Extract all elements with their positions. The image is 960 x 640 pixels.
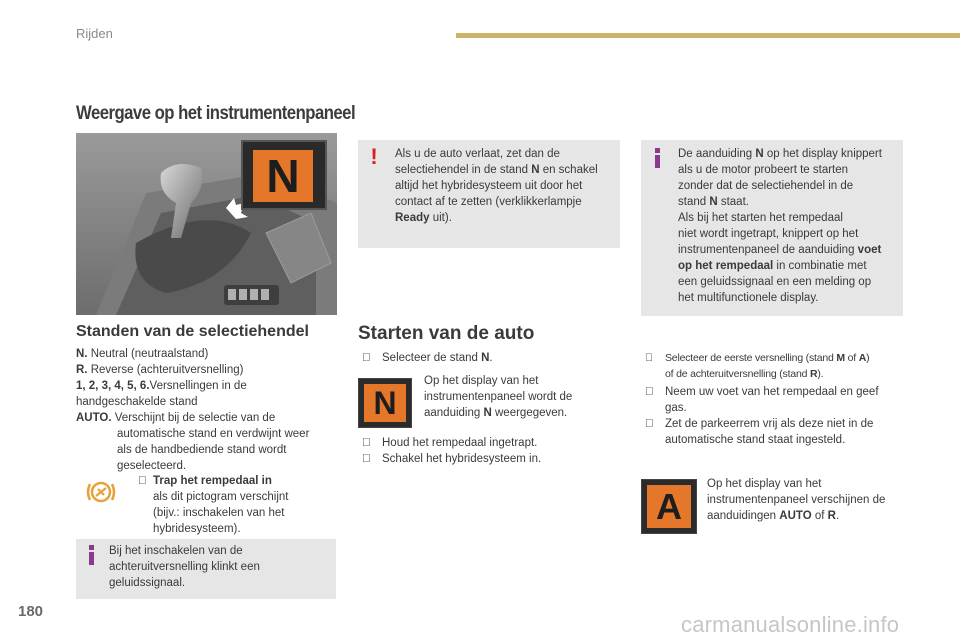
bullet — [362, 451, 371, 467]
page-number: 180 — [18, 603, 44, 620]
start-step-3: Schakel het hybridesysteem in. — [382, 453, 542, 465]
selector-item: handgeschakelde stand — [76, 396, 198, 408]
selector-auto-desc: automatische stand en verdwijnt weer als de handbediende stand wordt geselecteerd. — [117, 428, 310, 472]
selector-item: R. Reverse (achteruitversnelling) — [76, 364, 244, 376]
start-step-2: Houd het rempedaal ingetrapt. — [382, 437, 538, 449]
warning-text: Als u de auto verlaat, zet dan de selectiehendel in de stand N en schakel altijd het hybridesysteem uit door het contact af te zetten (verklikkerlampje Ready uit). — [395, 148, 598, 224]
display-a-text: Op het display van het instrumentenpaneel verschijnen de aanduidingen AUTO of R. — [707, 478, 886, 522]
n-display-small — [358, 378, 412, 428]
section-label: Rijden — [76, 26, 113, 41]
bullet — [362, 435, 371, 451]
selector-item: AUTO. Verschijnt bij de selectie van de — [76, 412, 276, 424]
info-box-reverse — [76, 539, 336, 599]
brake-note: Trap het rempedaal in als dit pictogram verschijnt (bijv.: inschakelen van het hybridesysteem). — [153, 475, 289, 535]
info-reverse-text: Bij het inschakelen van de achteruitversnelling klinkt een geluidssignaal. — [109, 545, 260, 589]
a-display-lamp: A — [647, 485, 691, 528]
page-title: Weergave op het instrumentenpaneel — [76, 103, 356, 124]
selector-list — [76, 346, 336, 474]
bullet — [645, 416, 654, 432]
bullet — [645, 384, 654, 400]
right-step-3: Zet de parkeerrem vrij als deze niet in de automatische stand staat ingesteld. — [665, 418, 874, 446]
bullet — [645, 350, 653, 366]
a-display — [641, 479, 697, 534]
brake-pedal-icon — [86, 478, 116, 511]
info-n-text: De aanduiding N op het display knippert als u de motor probeert te starten zonder dat de selectiehendel in de stand N staat. Als bij het starten het rempedaal niet wordt ingetrapt, knippert op het instrumentenpaneel de aanduiding voet op het rempedaal in combinatie met een geluidssignaal en een melding op het multifunctionele display. — [678, 148, 882, 304]
info-icon — [86, 545, 96, 565]
right-step-2: Neem uw voet van het rempedaal en geef gas. — [665, 386, 879, 414]
start-step-1: Selecteer de stand N. — [382, 352, 493, 364]
n-display-lamp: N — [364, 384, 406, 422]
selector-heading: Standen van de selectiehendel — [76, 323, 309, 340]
warning-box — [358, 140, 620, 248]
info-box-n — [641, 140, 903, 316]
n-indicator-lamp — [253, 150, 313, 202]
start-display-n: Op het display van het instrumentenpaneel wordt de aanduiding N weergegeven. — [424, 375, 573, 419]
selector-item: N. Neutral (neutraalstand) — [76, 348, 209, 360]
info-icon — [652, 148, 662, 168]
n-indicator-display — [241, 140, 327, 210]
right-step-1: Selecteer de eerste versnelling (stand M of A) of de achteruitversnelling (stand R). — [665, 352, 870, 380]
bullet — [362, 350, 371, 366]
brake-bullet — [138, 473, 147, 489]
start-heading: Starten van de auto — [358, 323, 535, 344]
warning-icon: ! — [370, 144, 378, 169]
header-rule — [456, 33, 960, 38]
selector-item: 1, 2, 3, 4, 5, 6.Versnellingen in de — [76, 380, 247, 392]
watermark: carmanualsonline.info — [681, 612, 900, 637]
n-letter: N — [266, 150, 300, 202]
